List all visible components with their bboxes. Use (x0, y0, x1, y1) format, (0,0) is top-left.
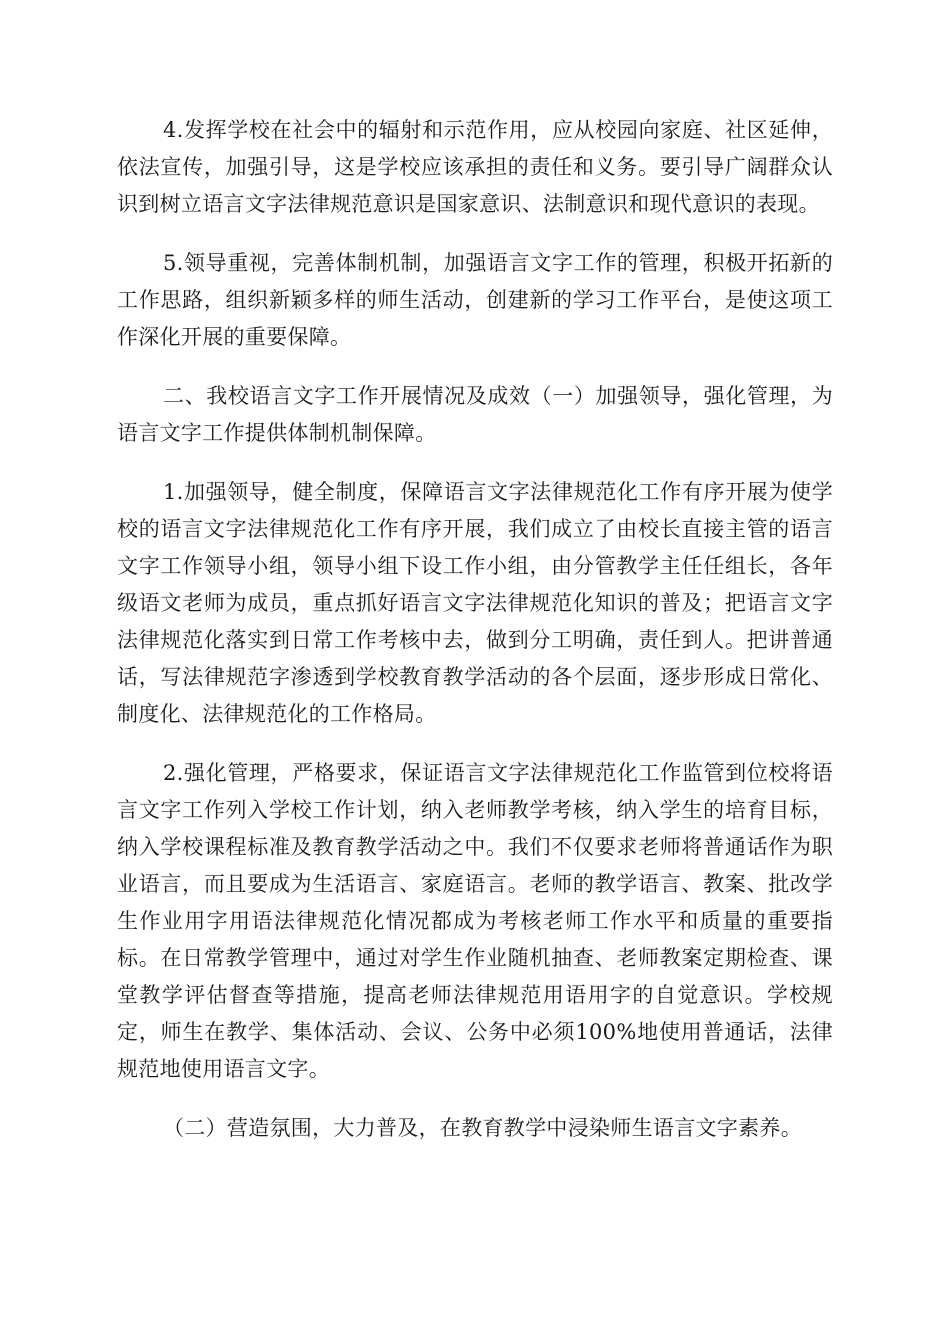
section-heading-2: 二、我校语言文字工作开展情况及成效（一）加强领导，强化管理，为语言文字工作提供体制机制保障。 (117, 384, 833, 445)
document-body (117, 112, 833, 1169)
subsection-heading-2: （二）营造氛围，大力普及，在教育教学中浸染师生语言文字素养。 (163, 1116, 802, 1140)
paragraph-item-4: 4.发挥学校在社会中的辐射和示范作用，应从校园向家庭、社区延伸，依法宣传，加强引导，这是学校应该承担的责任和义务。要引导广阔群众认识到树立语言文字法律规范意识是国家意识、法制意识和现代意识的表现。 (117, 118, 833, 216)
paragraph-item-5: 5.领导重视，完善体制机制，加强语言文字工作的管理，积极开拓新的工作思路，组织新颖多样的师生活动，创建新的学习工作平台，是使这项工作深化开展的重要保障。 (117, 251, 833, 349)
paragraph-subitem-2: 2.强化管理，严格要求，保证语言文字法律规范化工作监管到位校将语言文字工作列入学校工作计划，纳入老师教学考核，纳入学生的培育目标，纳入学校课程标准及教育教学活动之中。我们不仅要求老师将普通话作为职业语言，而且要成为生活语言、家庭语言。老师的教学语言、教案、批改学生作业用字用语法律规范化情况都成为考核老师工作水平和质量的重要指标。在日常教学管理中，通过对学生作业随机抽查、老师教案定期检查、课堂教学评估督查等措施，提高老师法律规范用语用字的自觉意识。学校规定，师生在教学、集体活动、会议、公务中必须100%地使用普通话，法律规范地使用语言文字。 (117, 761, 833, 1081)
paragraph-subitem-1: 1.加强领导，健全制度，保障语言文字法律规范化工作有序开展为使学校的语言文字法律规范化工作有序开展，我们成立了由校长直接主管的语言文字工作领导小组，领导小组下设工作小组，由分管教学主任任组长，各年级语文老师为成员，重点抓好语言文字法律规范化知识的普及；把语言文字法律规范化落实到日常工作考核中去，做到分工明确，责任到人。把讲普通话，写法律规范字渗透到学校教育教学活动的各个层面，逐步形成日常化、制度化、法律规范化的工作格局。 (117, 480, 833, 726)
